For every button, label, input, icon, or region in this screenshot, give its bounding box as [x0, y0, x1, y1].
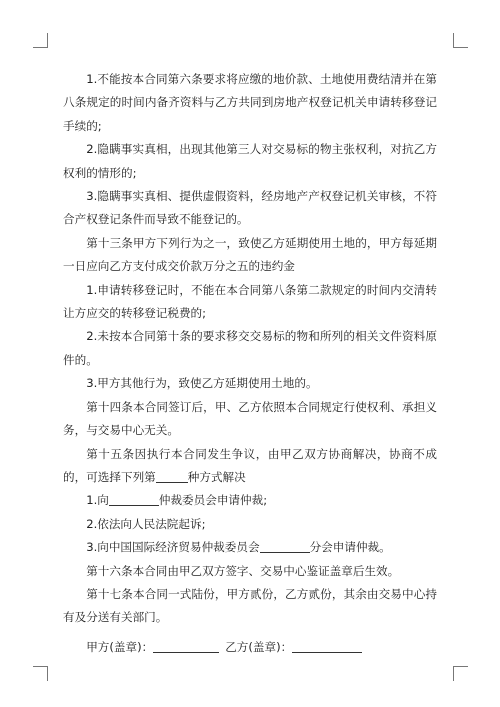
clause-paragraph: 3.甲方其他行为，致使乙方延期使用土地的。 — [86, 376, 318, 391]
option-3-prefix: 3.向中国国际经济贸易仲裁委员会 — [86, 540, 260, 555]
party-a-signature-blank[interactable] — [153, 639, 219, 653]
clause-paragraph: 1.申请转移登记时，不能在本合同第八条第二款规定的时间内交清转让方应交的转移登记税费的; — [63, 282, 437, 321]
clause-15-text: 第十五条因执行本合同发生争议，由甲乙双方协商解决，协商不成的，可选择下列第 — [63, 446, 437, 484]
dispute-option-blank[interactable] — [156, 469, 188, 483]
contract-body — [63, 68, 437, 659]
option-1-suffix: 仲裁委员会申请仲裁; — [158, 493, 268, 508]
option-1-paragraph — [63, 489, 437, 512]
branch-commission-blank[interactable] — [260, 539, 310, 553]
clause-paragraph: 第十四条本合同签订后，甲、乙方依照本合同规定行使权利、承担义务，与交易中心无关。 — [63, 399, 437, 438]
crop-mark-top-left — [33, 33, 48, 48]
option-3-suffix: 分会申请仲裁。 — [309, 540, 391, 555]
clause-paragraph: 第十三条甲方下列行为之一，致使乙方延期使用土地的，甲方每延期一日应向乙方支付成交价款万分之五的违约金 — [63, 235, 437, 274]
clause-paragraph: 2.未按本合同第十条的要求移交交易标的物和所列的相关文件资料原件的。 — [63, 329, 437, 367]
clause-paragraph: 1.不能按本合同第六条要求将应缴的地价款、土地使用费结清并在第八条规定的时间内备齐资料与乙方共同到房地产权登记机关申请转移登记手续的; — [63, 72, 437, 133]
option-3-paragraph — [63, 536, 437, 559]
clause-15-paragraph — [63, 443, 437, 490]
crop-mark-top-right — [453, 33, 468, 48]
clause-15-suffix: 种方式解决 — [187, 469, 246, 484]
clause-paragraph: 2.隐瞒事实真相，出现其他第三人对交易标的物主张权利，对抗乙方权利的情形的; — [63, 142, 437, 180]
party-b-signature-blank[interactable] — [292, 639, 362, 653]
option-1-prefix: 1.向 — [86, 493, 109, 508]
clause-16-paragraph: 第十六条本合同由甲乙双方签字、交易中心鉴证盖章后生效。 — [86, 563, 400, 578]
clause-paragraph: 3.隐瞒事实真相、提供虚假资料，经房地产产权登记机关审核，不符合产权登记条件而导致不能登记的。 — [63, 189, 437, 227]
signature-line — [63, 636, 437, 659]
clause-17-paragraph: 第十七条本合同一式陆份，甲方贰份，乙方贰份，其余由交易中心持有及分送有关部门。 — [63, 586, 437, 625]
option-2-paragraph: 2.依法向人民法院起诉; — [86, 516, 206, 531]
party-b-label: 乙方(盖章)： — [225, 639, 293, 654]
crop-mark-bottom-left — [33, 666, 48, 681]
party-a-label: 甲方(盖章)： — [86, 639, 154, 654]
crop-mark-bottom-right — [453, 666, 468, 681]
arbitration-commission-blank[interactable] — [109, 492, 159, 506]
